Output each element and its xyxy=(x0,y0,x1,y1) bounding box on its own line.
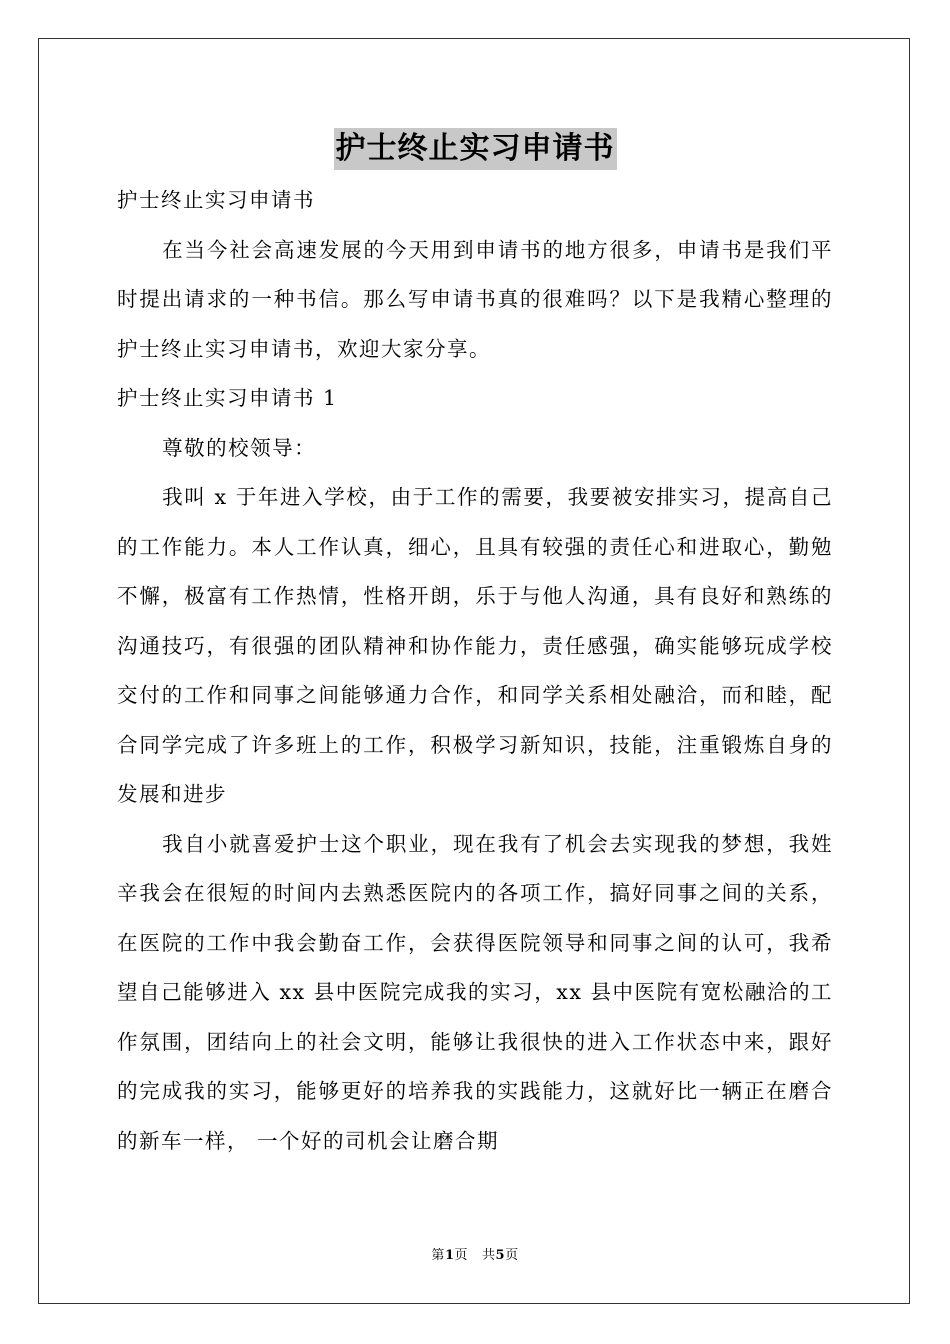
title-area xyxy=(0,128,950,170)
footer-page-unit: 页 xyxy=(454,1248,468,1263)
footer-page-total: 5 xyxy=(495,1248,506,1263)
section-heading: 护士终止实习申请书 1 xyxy=(117,386,338,410)
document-title: 护士终止实习申请书 xyxy=(334,128,617,170)
footer-page-current: 1 xyxy=(444,1248,455,1263)
page-footer xyxy=(0,1244,950,1263)
body-paragraph-1: 我叫 x 于年进入学校，由于工作的需要，我要被安排实习，提高自己的工作能力。本人工作认真，细心，且具有较强的责任心和进取心，勤勉不懈，极富有工作热情，性格开朗，乐于与他人沟通，具有良好和熟练的沟通技巧，有很强的团队精神和协作能力，责任感强，确实能够玩成学校交付的工作和同事之间能够通力合作，和同学关系相处融洽，而和睦，配合同学完成了许多班上的工作，积极学习新知识，技能，注重锻炼自身的发展和进步 xyxy=(117,485,833,806)
footer-total-prefix: 共 xyxy=(482,1248,496,1263)
footer-page-prefix: 第 xyxy=(431,1248,445,1263)
subtitle-line: 护士终止实习申请书 xyxy=(117,188,315,212)
document-body xyxy=(117,176,833,1166)
body-paragraph-2: 我自小就喜爱护士这个职业，现在我有了机会去实现我的梦想，我姓辛我会在很短的时间内去熟悉医院内的各项工作，搞好同事之间的关系，在医院的工作中我会勤奋工作，会获得医院领导和同事之间的认可，我希望自己能够进入 xx 县中医院完成我的实习，xx 县中医院有宽松融洽的工作氛围，团结向上的社会文明，能够让我很快的进入工作状态中来，跟好的完成我的实习，能够更好的培养我的实践能力，这就好比一辆正在磨合的新车一样， 一个好的司机会让磨合期 xyxy=(117,831,833,1153)
intro-paragraph: 在当今社会高速发展的今天用到申请书的地方很多，申请书是我们平时提出请求的一种书信。那么写申请书真的很难吗？以下是我精心整理的护士终止实习申请书，欢迎大家分享。 xyxy=(117,237,833,361)
footer-total-unit: 页 xyxy=(505,1248,519,1263)
salutation: 尊敬的校领导： xyxy=(162,435,317,460)
